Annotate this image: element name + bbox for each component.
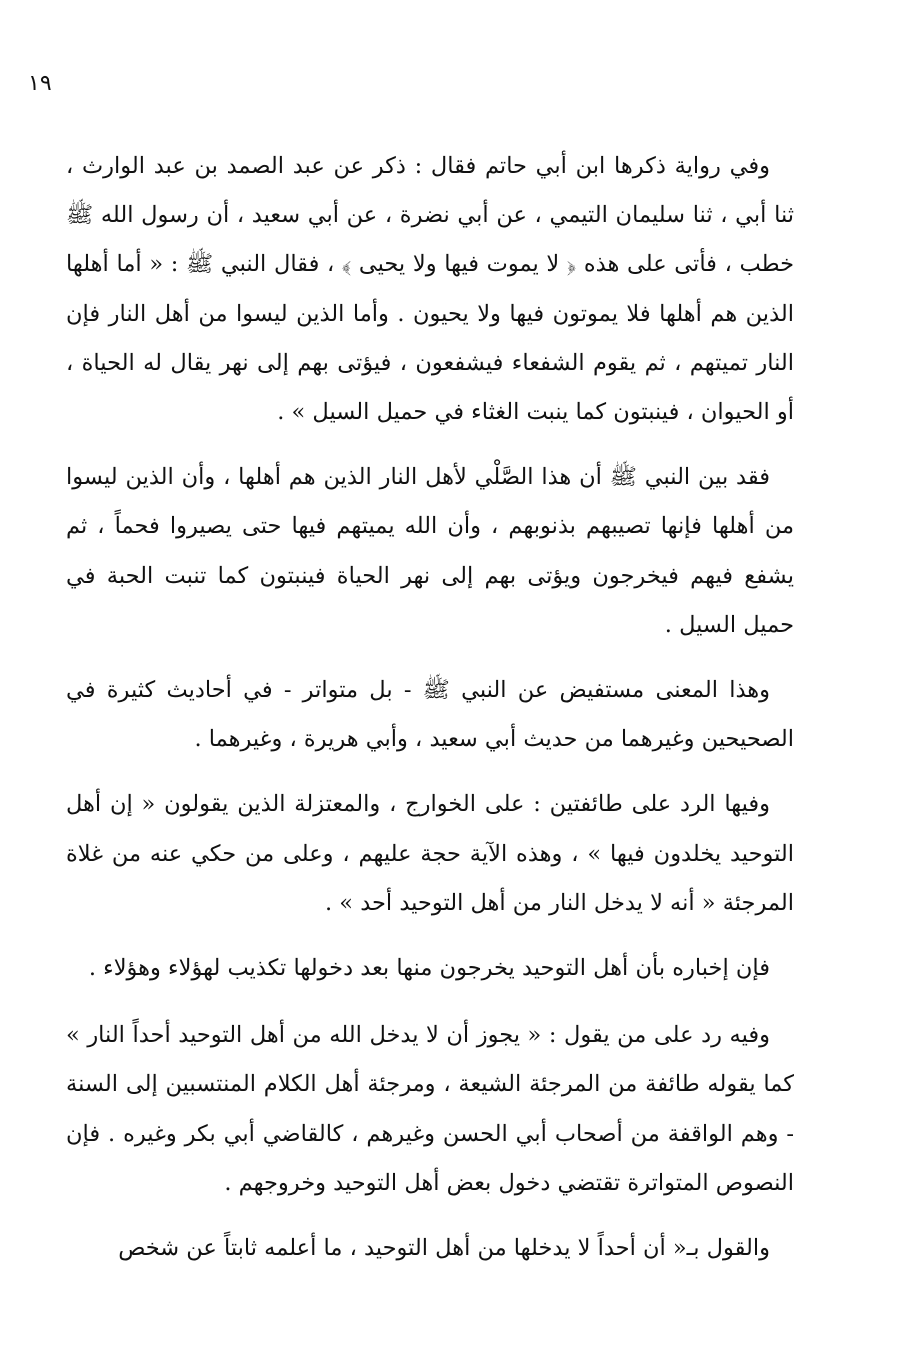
text-line: فإن النصوص المتواترة تقتضي دخول بعض أهل التوحيد وخروجهم . bbox=[66, 1120, 794, 1196]
paragraph bbox=[66, 142, 794, 437]
text-line: وفي رواية ذكرها ابن أبي حاتم فقال : ذكر عن عبد الصمد بن عبد الوارث ، bbox=[66, 153, 770, 179]
text-line: التوحيد يخلدون فيها » ، وهذه الآية حجة عليهم ، وعلى من حكي عنه من غلاة bbox=[66, 840, 794, 867]
page-body bbox=[66, 142, 794, 1273]
text-line: فإن إخباره بأن أهل التوحيد يخرجون منها بعد دخولها تكذيب لهؤلاء bbox=[168, 955, 770, 982]
page-number: ١٩ bbox=[28, 71, 52, 96]
text-line: يشفع فيهم فيخرجون ويؤتى بهم إلى نهر الحياة فينبتون كما تنبت الحبة في حميل bbox=[66, 562, 794, 638]
paragraph bbox=[66, 944, 794, 993]
text-line: الصحيحين وغيرهما من حديث أبي سعيد ، وأبي هريرة ، وغيرهما . bbox=[194, 726, 794, 753]
text-line: ثنا أبي ، ثنا سليمان التيمي ، عن أبي نضرة ، عن أبي سعيد ، أن رسول الله ﷺ bbox=[66, 202, 794, 229]
paragraph bbox=[66, 1224, 794, 1273]
text-line: المرجئة « أنه لا يدخل النار من أهل التوحيد أحد » . bbox=[324, 889, 794, 916]
text-line: وهؤلاء . bbox=[88, 955, 161, 982]
paragraph bbox=[66, 1011, 794, 1208]
paragraph bbox=[66, 453, 794, 650]
text-line: النار » كما يقوله طائفة من المرجئة الشيعة ، ومرجئة أهل الكلام المنتسبين إلى bbox=[66, 1022, 794, 1098]
text-line: أهلها الذين هم أهلها فلا يموتون فيها ولا يحيون . وأما الذين ليسوا من أهل النار bbox=[66, 251, 794, 327]
text-line: فقد بين النبي ﷺ أن هذا الصَّلْي لأهل النار الذين هم أهلها ، وأن الذين bbox=[125, 464, 770, 491]
text-line: وفيها الرد على طائفتين : على الخوارج ، والمعتزلة الذين يقولون « إن أهل bbox=[66, 791, 770, 818]
paragraph bbox=[66, 780, 794, 928]
text-line: أو الحيوان ، فينبتون كما ينبت الغثاء في حميل السيل » . bbox=[277, 399, 794, 426]
text-line: السيل . bbox=[664, 611, 737, 638]
text-line: السنة - وهم الواقفة من أصحاب أبي الحسن وغيرهم ، كالقاضي أبي بكر وغيره . bbox=[66, 1071, 795, 1147]
text-line: وفيه رد على من يقول : « يجوز أن لا يدخل الله من أهل التوحيد أحداً bbox=[132, 1022, 770, 1049]
text-line: خطب ، فأتى على هذه ﴿ لا يموت فيها ولا يحيى ﴾ ، فقال النبي ﷺ : « أما bbox=[116, 251, 794, 278]
text-line: وهذا المعنى مستفيض عن النبي ﷺ - بل متواتر - في أحاديث كثيرة في bbox=[66, 677, 770, 704]
text-line: فإن النار تميتهم ، ثم يقوم الشفعاء فيشفعون ، فيؤتى بهم إلى نهر يقال له الحياة ، bbox=[66, 300, 794, 376]
text-line: ليسوا من أهلها فإنها تصيبهم بذنوبهم ، وأن الله يميتهم فيها حتى يصيروا فحماً ، ثم bbox=[66, 464, 794, 540]
text-line: والقول بـ« أن أحداً لا يدخلها من أهل التوحيد ، ما أعلمه ثابتاً عن شخص bbox=[118, 1235, 770, 1262]
paragraph bbox=[66, 666, 794, 764]
